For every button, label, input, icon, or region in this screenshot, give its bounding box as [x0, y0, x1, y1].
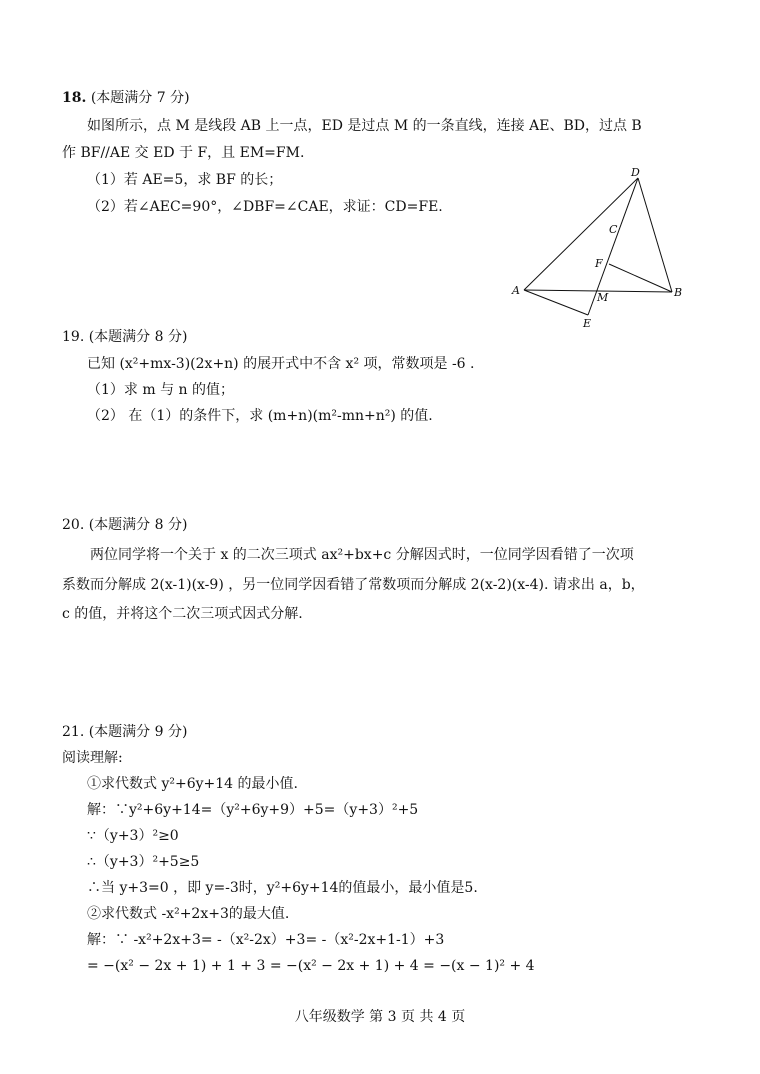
q21-header: 21. (本题满分 9 分) [62, 724, 188, 740]
label-E: E [583, 317, 592, 330]
q19-part2: （2） 在（1）的条件下，求 (m+n)(m²-mn+n²) 的值. [87, 408, 433, 424]
segment-DE [588, 178, 638, 315]
segment-AE [524, 290, 588, 315]
label-D: D [631, 166, 640, 179]
label-B: B [674, 286, 683, 299]
q20-text2: 系数而分解成 2(x-1)(x-9) ，另一位同学因看错了常数项而分解成 2(x-2)(x-4). 请求出 a，b， [62, 577, 645, 593]
q18-header-line [62, 88, 190, 108]
q21-item1: ①求代数式 y²+6y+14 的最小值. [87, 776, 298, 792]
q20-text1: 两位同学将一个关于 x 的二次三项式 ax²+bx+c 分解因式时，一位同学因看错了一次项 [90, 547, 634, 563]
label-F: F [595, 257, 603, 270]
q19-header: 19. (本题满分 8 分) [62, 329, 188, 345]
segment-AD [524, 178, 638, 290]
label-A: A [512, 284, 520, 297]
q18-part1: （1）若 AE=5，求 BF 的长； [87, 172, 283, 188]
q21-sol6: = −(x² − 2x + 1) + 1 + 3 = −(x² − 2x + 1) + 4 = −(x − 1)² + 4 [87, 958, 535, 974]
q21-sol1: 解：∵y²+6y+14=（y²+6y+9）+5=（y+3）²+5 [87, 802, 419, 818]
q19-text1: 已知 (x²+mx-3)(2x+n) 的展开式中不含 x² 项，常数项是 -6 . [87, 356, 475, 372]
q20-header: 20. (本题满分 8 分) [62, 517, 188, 533]
q20-text3: c 的值，并将这个二次三项式因式分解. [62, 606, 303, 622]
q18-text1: 如图所示，点 M 是线段 AB 上一点，ED 是过点 M 的一条直线，连接 AE、BD，过点 B [87, 118, 642, 134]
q19-part1: （1）求 m 与 n 的值； [87, 382, 234, 398]
q18-text2: 作 BF//AE 交 ED 于 F，且 EM=FM. [62, 145, 305, 161]
q21-sol3: ∴（y+3）²+5≥5 [87, 854, 200, 870]
q21-sol5: 解：∵ -x²+2x+3= -（x²-2x）+3= -（x²-2x+1-1）+3 [87, 932, 445, 948]
q21-sol2: ∵（y+3）²≥0 [87, 828, 179, 844]
segment-DB [638, 178, 672, 292]
q21-intro: 阅读理解: [62, 750, 123, 766]
q21-sol4: ∴当 y+3=0 ，即 y=-3时，y²+6y+14的值最小，最小值是5. [87, 880, 478, 896]
q18-number: 18. [62, 90, 87, 106]
label-C: C [609, 223, 618, 236]
q18-header: (本题满分 7 分) [90, 90, 190, 106]
q18-part2: （2）若∠AEC=90°，∠DBF=∠CAE，求证：CD=FE. [87, 199, 443, 215]
segment-BF [609, 264, 672, 292]
geometry-figure-svg [510, 166, 690, 332]
label-M: M [597, 291, 609, 304]
geometry-figure [510, 166, 690, 332]
q21-item2: ②求代数式 -x²+2x+3的最大值. [87, 906, 290, 922]
page-footer: 八年级数学 第 3 页 共 4 页 [294, 1009, 466, 1025]
